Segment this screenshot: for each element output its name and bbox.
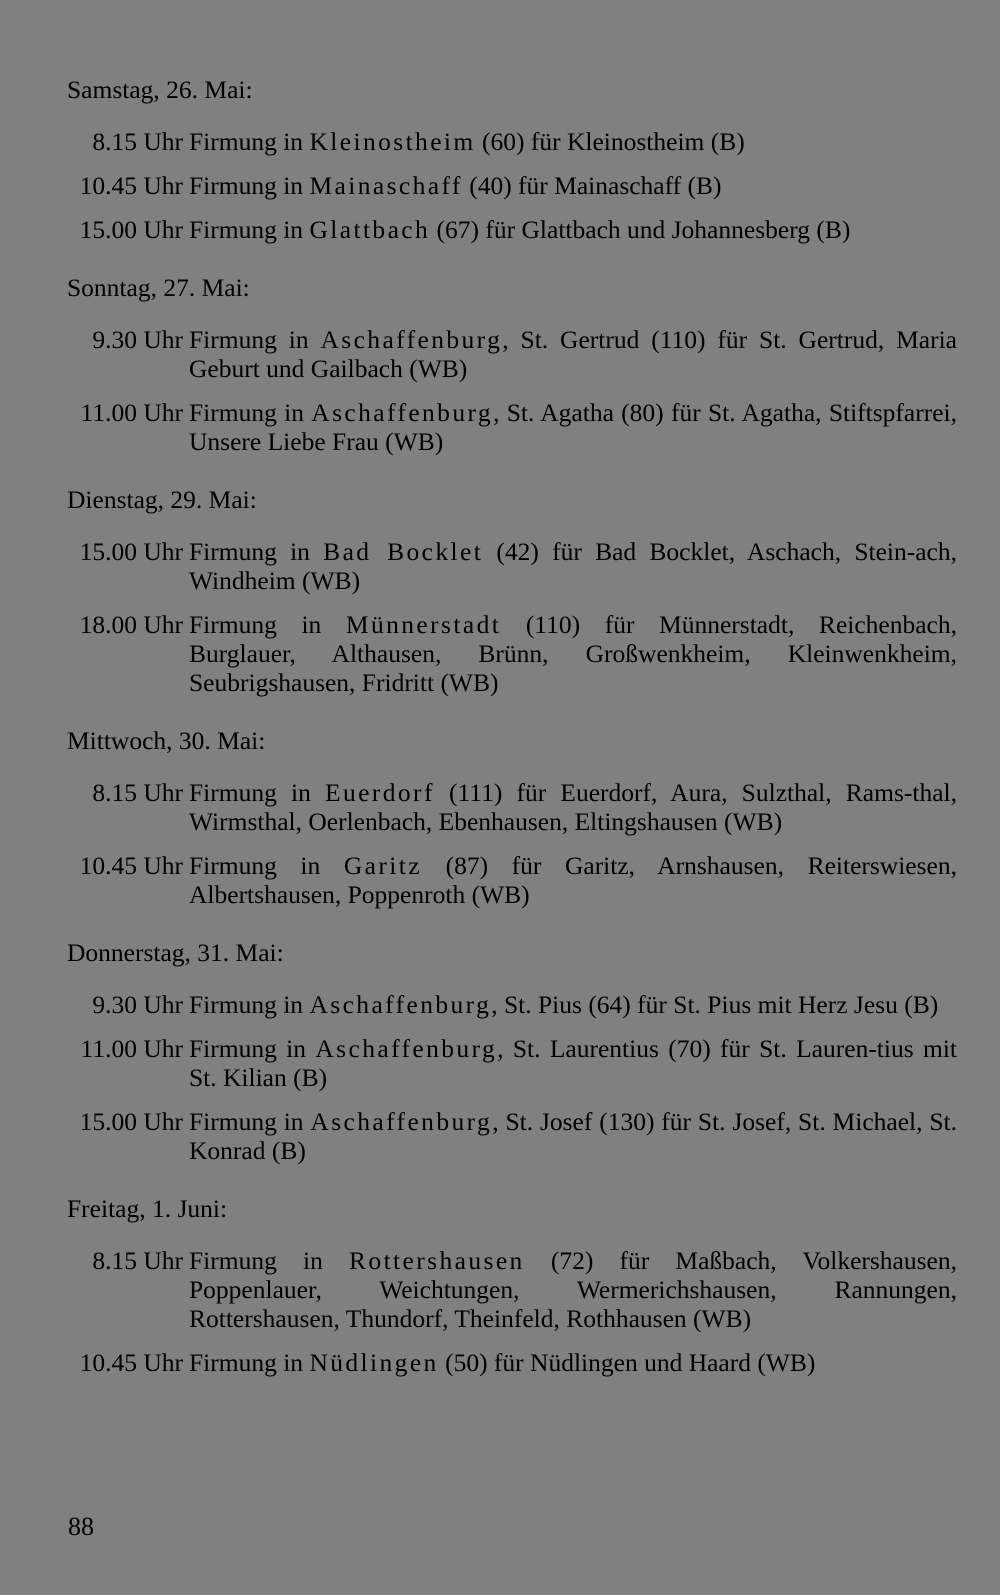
entry-place: Aschaffenburg bbox=[310, 1107, 493, 1136]
entry-description bbox=[189, 1348, 957, 1377]
day-heading: Dienstag, 29. Mai: bbox=[67, 485, 257, 514]
entry-suffix: , St. Gertrud (110) für St. Gertrud, Maria Geburt und Gailbach (WB) bbox=[189, 325, 957, 383]
entry-suffix: , St. Pius (64) für St. Pius mit Herz Jesu (B) bbox=[491, 990, 939, 1019]
entry-place: Euerdorf bbox=[325, 778, 435, 807]
schedule-entry bbox=[67, 398, 957, 456]
schedule-entry bbox=[67, 1034, 957, 1092]
day-section bbox=[67, 482, 957, 697]
day-heading: Sonntag, 27. Mai: bbox=[67, 273, 250, 302]
entry-place: Kleinostheim bbox=[309, 127, 476, 156]
entry-prefix: Firmung in bbox=[189, 610, 346, 639]
day-section bbox=[67, 270, 957, 456]
schedule-entry bbox=[67, 990, 957, 1019]
schedule-entry bbox=[67, 537, 957, 595]
entry-description bbox=[189, 1246, 957, 1333]
entry-prefix: Firmung in bbox=[189, 1034, 316, 1063]
entry-prefix: Firmung in bbox=[189, 990, 310, 1019]
entry-time: 8.15 Uhr bbox=[92, 1246, 183, 1275]
schedule-entry bbox=[67, 851, 957, 909]
entry-place: Glattbach bbox=[309, 215, 431, 244]
entry-suffix: (60) für Kleinostheim (B) bbox=[475, 127, 745, 156]
entry-prefix: Firmung in bbox=[189, 398, 312, 427]
entry-place: Aschaffenburg bbox=[311, 398, 494, 427]
schedule-entry bbox=[67, 215, 957, 244]
entry-description bbox=[189, 127, 957, 156]
entry-place: Aschaffenburg bbox=[320, 325, 503, 354]
day-heading: Freitag, 1. Juni: bbox=[67, 1194, 228, 1223]
schedule-entry bbox=[67, 1348, 957, 1377]
entry-suffix: , St. Laurentius (70) für St. Lauren-tius mit St. Kilian (B) bbox=[189, 1034, 957, 1092]
entry-description bbox=[189, 537, 957, 595]
entry-description bbox=[189, 325, 957, 383]
schedule-entry bbox=[67, 171, 957, 200]
entry-prefix: Firmung in bbox=[189, 325, 321, 354]
day-heading: Samstag, 26. Mai: bbox=[67, 75, 253, 104]
entry-prefix: Firmung in bbox=[189, 1107, 311, 1136]
entry-description bbox=[189, 398, 957, 456]
entry-prefix: Firmung in bbox=[189, 537, 324, 566]
entry-time: 15.00 Uhr bbox=[79, 537, 183, 566]
entry-time: 9.30 Uhr bbox=[92, 325, 183, 354]
entry-place: Aschaffenburg bbox=[315, 1034, 498, 1063]
entry-time: 10.45 Uhr bbox=[79, 171, 183, 200]
day-section bbox=[67, 935, 957, 1165]
entry-suffix: (110) für Münnerstadt, Reichenbach, Burglauer, Althausen, Brünn, Großwenkheim, Kleinwenkheim, Seubrigshausen, Fridritt (WB) bbox=[189, 610, 957, 697]
entry-suffix: , St. Agatha (80) für St. Agatha, Stiftspfarrei, Unsere Liebe Frau (WB) bbox=[189, 398, 957, 456]
entry-description bbox=[189, 851, 957, 909]
entry-description bbox=[189, 1034, 957, 1092]
entry-place: Bad Bocklet bbox=[323, 537, 484, 566]
schedule-entry bbox=[67, 610, 957, 697]
entry-prefix: Firmung in bbox=[189, 127, 310, 156]
entry-prefix: Firmung in bbox=[189, 778, 326, 807]
entry-time: 10.45 Uhr bbox=[79, 851, 183, 880]
entry-prefix: Firmung in bbox=[189, 1246, 350, 1275]
entry-time: 18.00 Uhr bbox=[79, 610, 183, 639]
schedule-entry bbox=[67, 1246, 957, 1333]
entry-time: 15.00 Uhr bbox=[79, 1107, 183, 1136]
day-heading: Donnerstag, 31. Mai: bbox=[67, 938, 284, 967]
entry-suffix: (40) für Mainaschaff (B) bbox=[462, 171, 722, 200]
entry-suffix: (50) für Nüdlingen und Haard (WB) bbox=[438, 1348, 816, 1377]
schedule-entry bbox=[67, 778, 957, 836]
schedule-page bbox=[67, 72, 957, 1392]
entry-time: 15.00 Uhr bbox=[79, 215, 183, 244]
day-section bbox=[67, 723, 957, 909]
entry-description bbox=[189, 610, 957, 697]
entry-prefix: Firmung in bbox=[189, 1348, 310, 1377]
page-number: 88 bbox=[68, 1512, 94, 1541]
entry-description bbox=[189, 215, 957, 244]
day-section bbox=[67, 1191, 957, 1377]
day-section bbox=[67, 72, 957, 244]
entry-place: Aschaffenburg bbox=[309, 990, 492, 1019]
entry-prefix: Firmung in bbox=[189, 171, 310, 200]
entry-prefix: Firmung in bbox=[189, 851, 344, 880]
entry-place: Nüdlingen bbox=[309, 1348, 439, 1377]
schedule-entry bbox=[67, 325, 957, 383]
entry-suffix: (67) für Glattbach und Johannesberg (B) bbox=[430, 215, 851, 244]
schedule-entry bbox=[67, 127, 957, 156]
entry-suffix: (42) für Bad Bocklet, Aschach, Stein-ach, Windheim (WB) bbox=[189, 537, 957, 595]
entry-description bbox=[189, 990, 957, 1019]
entry-time: 10.45 Uhr bbox=[79, 1348, 183, 1377]
entry-suffix: , St. Josef (130) für St. Josef, St. Michael, St. Konrad (B) bbox=[189, 1107, 957, 1165]
entry-prefix: Firmung in bbox=[189, 215, 310, 244]
entry-description bbox=[189, 1107, 957, 1165]
entry-time: 8.15 Uhr bbox=[92, 778, 183, 807]
entry-place: Mainaschaff bbox=[309, 171, 463, 200]
entry-description bbox=[189, 171, 957, 200]
entry-time: 11.00 Uhr bbox=[80, 398, 183, 427]
entry-suffix: (87) für Garitz, Arnshausen, Reiterswiesen, Albertshausen, Poppenroth (WB) bbox=[189, 851, 957, 909]
entry-place: Rottershausen bbox=[349, 1246, 525, 1275]
entry-time: 11.00 Uhr bbox=[80, 1034, 183, 1063]
entry-suffix: (72) für Maßbach, Volkershausen, Poppenlauer, Weichtungen, Wermerichshausen, Rannungen, Rottershausen, Thundorf, Theinfeld, Rothhausen (WB) bbox=[189, 1246, 957, 1333]
entry-description bbox=[189, 778, 957, 836]
day-heading: Mittwoch, 30. Mai: bbox=[67, 726, 266, 755]
entry-time: 8.15 Uhr bbox=[92, 127, 183, 156]
entry-place: Münnerstadt bbox=[345, 610, 502, 639]
entry-time: 9.30 Uhr bbox=[92, 990, 183, 1019]
entry-suffix: (111) für Euerdorf, Aura, Sulzthal, Rams-thal, Wirmsthal, Oerlenbach, Ebenhausen, Eltingshausen (WB) bbox=[189, 778, 957, 836]
schedule-entry bbox=[67, 1107, 957, 1165]
entry-place: Garitz bbox=[343, 851, 422, 880]
